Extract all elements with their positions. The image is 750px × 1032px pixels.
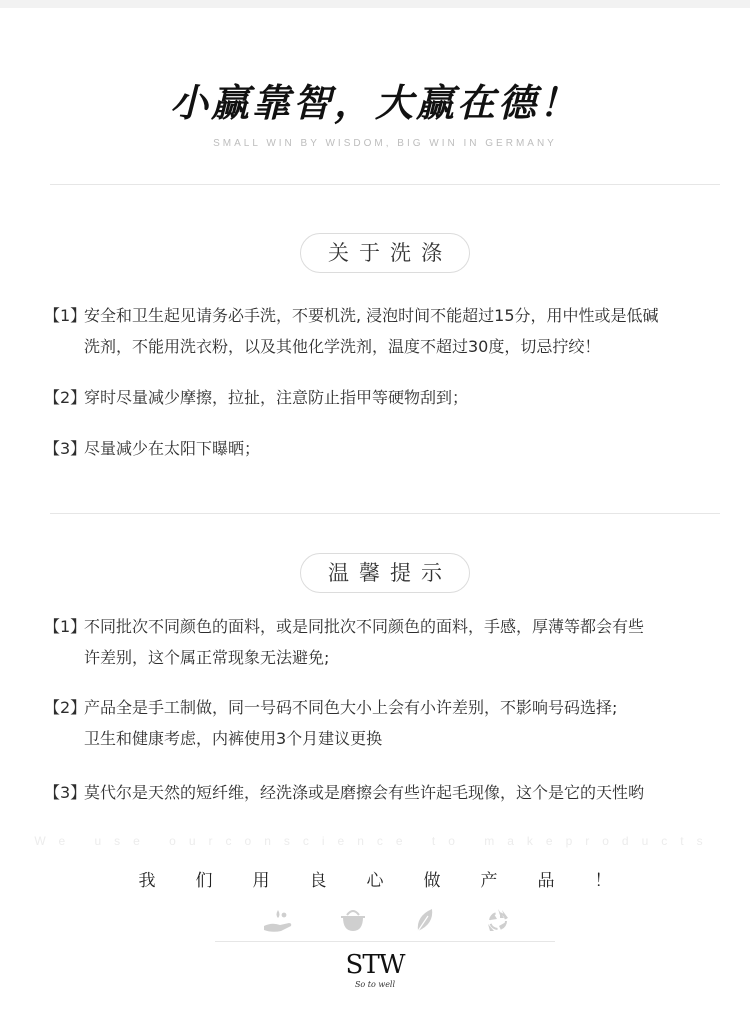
brand-tagline: So to well <box>354 980 396 989</box>
item-line: 洗剂，不能用洗衣粉，以及其他化学洗剂，温度不超过30度，切忌拧绞！ <box>84 337 601 356</box>
item-number: 【3】 <box>44 439 87 458</box>
item-line: 不同批次不同颜色的面料，或是同批次不同颜色的面料，手感，厚薄等都会有些 <box>84 617 645 636</box>
section-title-wash: 关于洗涤 <box>300 233 470 273</box>
recycle-icon <box>484 906 512 934</box>
item-number: 【2】 <box>44 698 87 717</box>
faint-english-motto: We use ourconscience to makeproducts <box>34 834 716 848</box>
hand-water-icon <box>262 906 294 934</box>
footer-motto: 我们用良心做产品！ <box>138 871 652 891</box>
item-line: 许差别，这个属正常现象无法避免; <box>84 648 330 667</box>
wash-item-2 <box>44 382 734 413</box>
item-line: 尽量减少在太阳下曝晒； <box>84 439 261 458</box>
item-number: 【1】 <box>44 306 87 325</box>
wash-item-1 <box>44 300 734 362</box>
tips-item-1 <box>44 611 734 673</box>
slogan-title: 小赢靠智，大赢在德！ <box>169 80 580 125</box>
pot-icon <box>338 906 368 934</box>
item-number: 【1】 <box>44 617 87 636</box>
item-line: 卫生和健康考虑，内裤使用3个月建议更换 <box>84 729 383 748</box>
footer-icons <box>262 906 512 936</box>
tips-item-3 <box>44 777 734 808</box>
wash-item-3 <box>44 433 734 464</box>
slogan-subtitle: SMALL WIN BY WISDOM, BIG WIN IN GERMANY <box>213 138 557 149</box>
footer-divider <box>215 941 555 942</box>
item-line: 莫代尔是天然的短纤维，经洗涤或是磨擦会有些许起毛现像，这个是它的天性哟 <box>84 783 645 802</box>
top-bar <box>0 0 750 8</box>
section-title-tips: 温馨提示 <box>300 553 470 593</box>
item-number: 【2】 <box>44 388 87 407</box>
item-line: 产品全是手工制做，同一号码不同色大小上会有小许差别，不影响号码选择; <box>84 698 618 717</box>
leaf-icon <box>412 906 438 934</box>
divider <box>50 513 720 514</box>
tips-item-2 <box>44 692 734 754</box>
item-number: 【3】 <box>44 783 87 802</box>
item-line: 穿时尽量减少摩擦，拉扯，注意防止指甲等硬物刮到； <box>84 388 469 407</box>
brand-logo: STW <box>345 950 405 980</box>
divider <box>50 184 720 185</box>
item-line: 安全和卫生起见请务必手洗，不要机洗, 浸泡时间不能超过15分，用中性或是低碱 <box>84 306 659 325</box>
